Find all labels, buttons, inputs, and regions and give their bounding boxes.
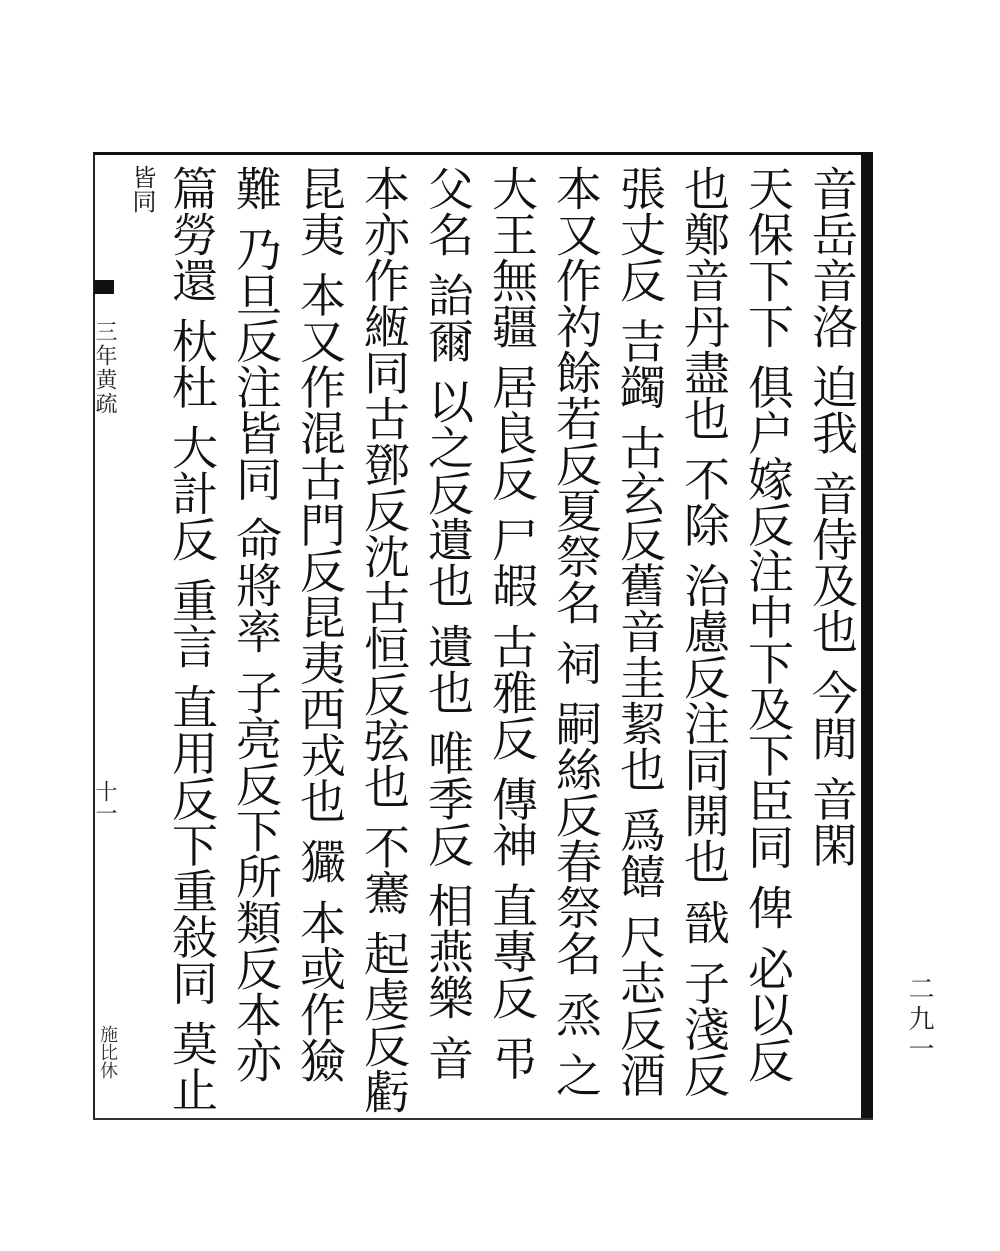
text-column: 昆夷 本又作混古門反昆夷西戎也 玁 本或作獫	[293, 165, 347, 1083]
text-column: 本亦作緪同古鄧反沈古恒反弦也 不騫 起虔反虧	[357, 165, 411, 1115]
leaf-number: 十一	[92, 780, 117, 824]
text-column: 皆同	[128, 165, 156, 213]
text-column: 也鄭音丹盡也 不除 治慮反注同開也 戩 子淺反	[677, 165, 731, 1098]
text-column: 難 乃旦反注皆同 命將率 子亮反下所類反本亦	[229, 165, 283, 1083]
gutter-bottom-text: 施比休	[97, 1025, 118, 1079]
text-column: 天保下下 俱户嫁反注中下及下臣同 俾 必以反	[741, 165, 795, 1083]
bottom-rule	[93, 1118, 873, 1120]
page-number: 二九一	[904, 975, 934, 1065]
text-column: 本又作礿餘若反夏祭名 祠 嗣絲反春祭名 烝 之	[549, 165, 603, 1098]
text-column: 大王無疆 居良反 尸嘏 古雅反 傳神 直專反 弔	[485, 165, 539, 1081]
running-title: 三年黄疏	[92, 320, 117, 416]
text-column: 篇勞還 杕杜 大計反 重言 直用反下重敍同 莫止	[165, 165, 219, 1113]
gutter-mark	[94, 280, 114, 294]
text-column: 張丈反 吉蠲 古玄反舊音圭絜也 爲饎 尺志反酒	[613, 165, 667, 1098]
text-column: 音岳音洛 迫我 音侍及也 今閒 音閑	[805, 165, 859, 868]
text-column: 父名 詒爾 以之反遺也 遺也 唯季反 相燕樂 音	[421, 165, 475, 1081]
